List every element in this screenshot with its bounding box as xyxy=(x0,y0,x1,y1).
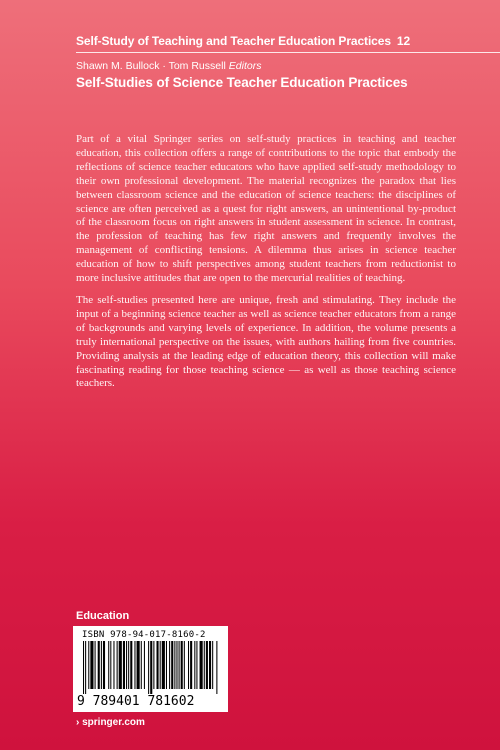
editors-line xyxy=(76,60,261,72)
isbn-label: ISBN 978-94-017-8160-2 xyxy=(82,630,206,640)
series-title xyxy=(76,34,410,48)
editors-role: Editors xyxy=(228,60,262,72)
barcode-icon xyxy=(81,641,221,694)
series-name: Self-Study of Teaching and Teacher Education Practices xyxy=(76,34,391,48)
barcode-panel xyxy=(73,626,228,712)
editor-names: Shawn M. Bullock · Tom Russell xyxy=(76,60,226,72)
subject-category: Education xyxy=(76,610,130,622)
blurb-paragraph-2: The self-studies presented here are unique, fresh and stimulating. They include the input of a beginning science teacher as well as science teacher educators from a range of backgrounds and varying levels of experience. In addition, the volume presents a truly international perspective on the issues, with authors hailing from five countries. Providing analysis at the leading edge of education theory, this collection will make fascinating reading for those teaching science — as well as those teaching science teachers. xyxy=(76,293,456,390)
blurb-paragraph-1: Part of a vital Springer series on self-study practices in teaching and teacher education, this collection offers a range of contributions to the topic that embody the reflections of science teacher educators who have applied self-study methodology to their own professional development. The material recognizes the paradox that lies between classroom science and the education of science teachers: the disciplines of science are often perceived as a quest for right answers, an unintentional by-product of the classroom focus on right answers in student assessment in science. In contrast, the profession of teaching has few right answers and frequently involves the management of conflicting tensions. A dilemma thus arises in science teacher education of how to shift perspectives among student teachers from reductionist to more inclusive attitudes that are open to the mercurial realities of teaching. xyxy=(76,133,456,285)
series-volume-number: 12 xyxy=(396,34,411,48)
series-divider xyxy=(76,52,500,53)
publisher-url: › springer.com xyxy=(76,717,145,728)
barcode-digits: 9 789401 781602 xyxy=(77,694,195,709)
book-title: Self-Studies of Science Teacher Education Practices xyxy=(76,75,408,90)
blurb-text xyxy=(76,133,456,399)
